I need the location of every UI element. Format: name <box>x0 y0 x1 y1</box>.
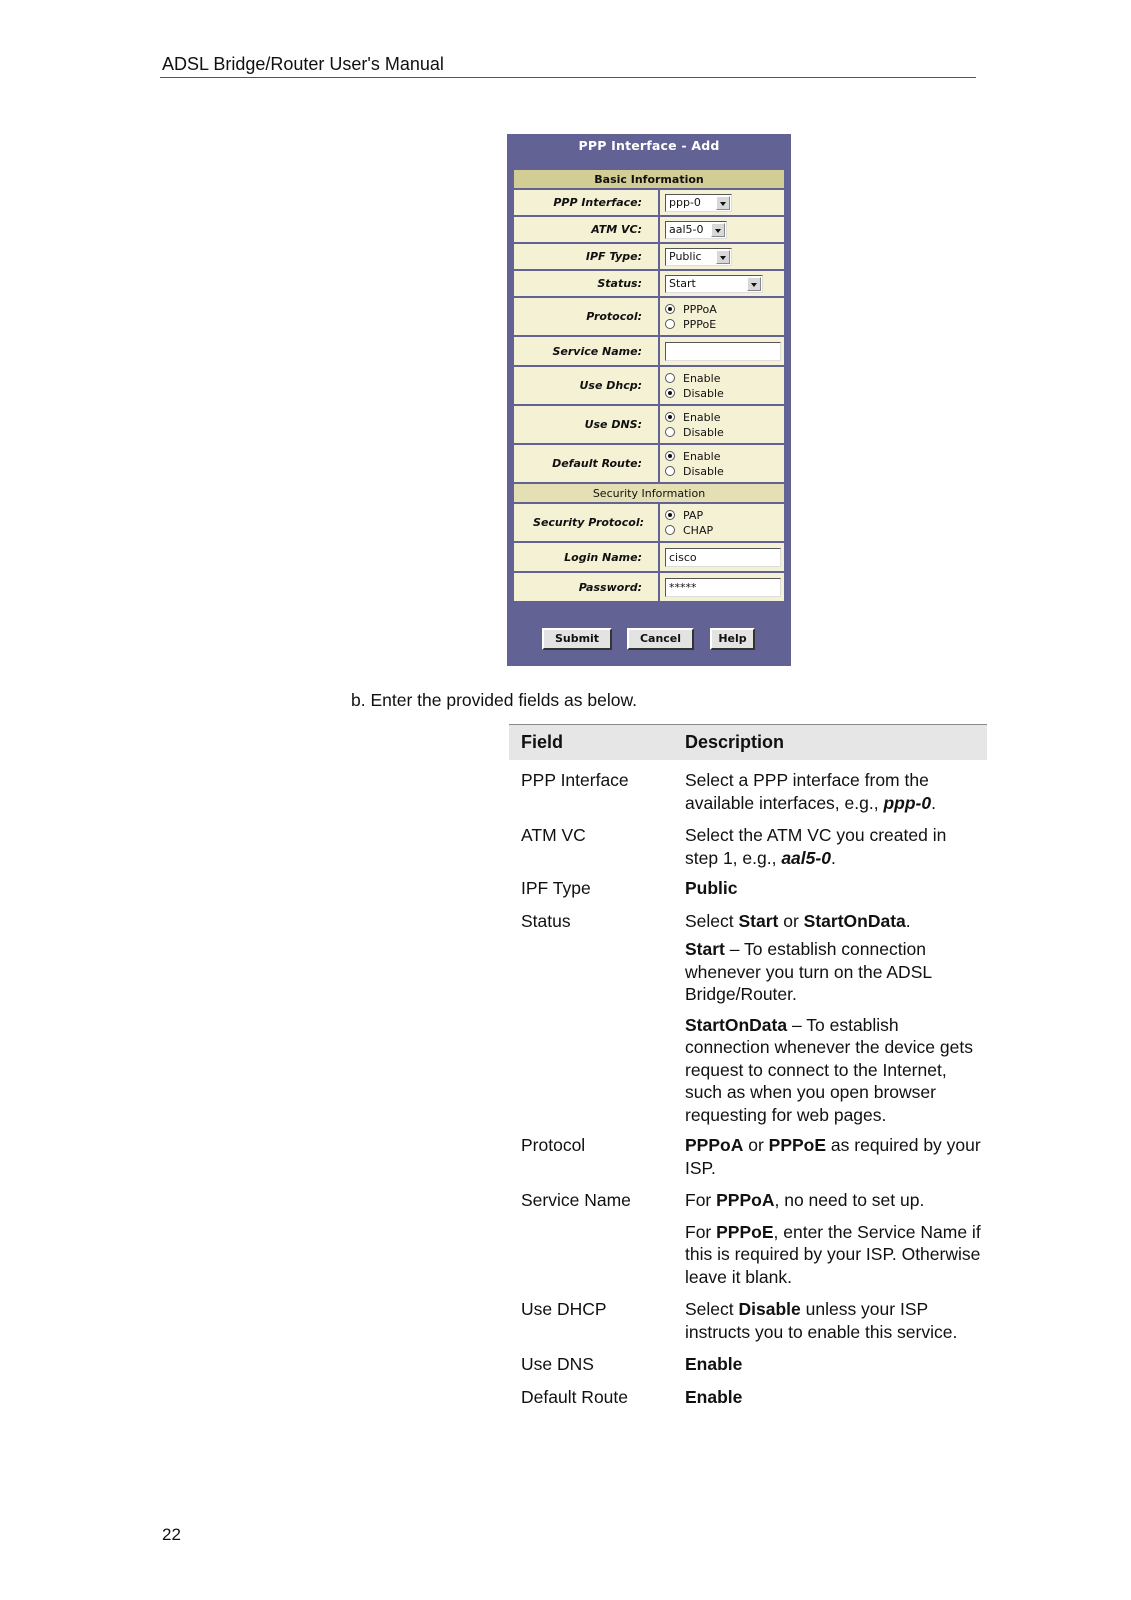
help-button[interactable]: Help <box>710 628 755 650</box>
row-password <box>514 573 784 603</box>
header-rule <box>160 77 976 78</box>
row-service-name <box>514 337 784 367</box>
section-security-information: Security Information <box>514 484 784 504</box>
radio-pppoe[interactable] <box>665 317 784 332</box>
description-text: . <box>830 847 836 868</box>
status-value: Start <box>669 276 696 290</box>
row-use-dns <box>514 406 784 445</box>
service-name-input[interactable] <box>665 342 781 361</box>
page-number: 22 <box>162 1525 181 1544</box>
ppp-interface-value: ppp-0 <box>669 195 701 209</box>
label-ipf-type: IPF Type: <box>514 244 660 269</box>
field-cell: Protocol <box>521 1135 586 1155</box>
description-cell <box>685 1298 987 1343</box>
table-row <box>509 1386 987 1417</box>
table-row <box>509 1298 987 1353</box>
description-text: Select a PPP interface from the available interfaces, e.g., <box>685 770 929 813</box>
description-text: – To establish connection whenever the device gets request to connect to the Internet, such as when you open browser requesting for web pages. <box>685 1014 973 1125</box>
description-text: Select the ATM VC you created in step 1, e.g., <box>685 825 947 868</box>
field-cell: ATM VC <box>521 825 586 845</box>
option-name: PPPoA <box>685 1135 744 1155</box>
label-use-dns: Use DNS: <box>514 406 660 443</box>
chevron-down-icon[interactable] <box>711 223 725 237</box>
description-text: – To establish connection whenever you turn on the ADSL Bridge/Router. <box>685 939 932 1004</box>
example-value: aal5-0 <box>781 847 831 868</box>
radio-dhcp-disable[interactable] <box>665 386 784 401</box>
field-cell: IPF Type <box>521 878 591 898</box>
radio-dhcp-enable[interactable] <box>665 371 784 386</box>
description-cell <box>685 910 987 1135</box>
label-security-protocol: Security Protocol: <box>514 504 660 541</box>
label-use-dhcp: Use Dhcp: <box>514 367 660 404</box>
table-row <box>509 1134 987 1189</box>
option-name: PPPoE <box>716 1221 774 1242</box>
row-atm-vc <box>514 217 784 244</box>
description-text: For <box>685 1221 717 1242</box>
description-text: unless your ISP instructs you to enable this service. <box>685 1299 958 1342</box>
description-cell <box>685 1353 987 1376</box>
radio-unchecked-icon[interactable] <box>665 373 675 383</box>
chevron-down-icon[interactable] <box>716 250 730 264</box>
field-cell: Use DHCP <box>521 1299 607 1319</box>
radio-checked-icon[interactable] <box>665 412 675 422</box>
field-cell: PPP Interface <box>521 770 629 790</box>
radio-unchecked-icon[interactable] <box>665 427 675 437</box>
radio-label: CHAP <box>683 523 714 537</box>
option-name: StartOnData <box>685 1014 788 1035</box>
description-text: Select <box>685 910 739 931</box>
chevron-down-icon[interactable] <box>747 277 761 291</box>
radio-checked-icon[interactable] <box>665 451 675 461</box>
field-cell: Use DNS <box>521 1354 594 1374</box>
table-row <box>509 1353 987 1386</box>
description-text: . <box>905 910 911 931</box>
recommended-value: Enable <box>685 1386 743 1407</box>
description-text: or <box>743 1135 769 1155</box>
radio-chap[interactable] <box>665 523 784 538</box>
description-text: or <box>778 910 804 931</box>
cancel-button[interactable]: Cancel <box>627 628 694 650</box>
field-cell: Status <box>521 910 571 931</box>
page-header-title: ADSL Bridge/Router User's Manual <box>162 54 444 74</box>
radio-pap[interactable] <box>665 508 784 523</box>
description-cell <box>685 877 987 900</box>
description-cell <box>685 1134 987 1179</box>
radio-label: PPPoE <box>683 317 717 331</box>
radio-route-enable[interactable] <box>665 449 784 464</box>
option-name: Start <box>738 910 779 931</box>
label-login-name: Login Name: <box>514 543 660 571</box>
description-text: For <box>685 1190 717 1210</box>
description-text: , no need to set up. <box>774 1190 925 1210</box>
header-description: Description <box>685 732 785 752</box>
description-text: as required by your ISP. <box>685 1135 981 1178</box>
option-name: PPPoA <box>716 1190 775 1210</box>
radio-pppoa[interactable] <box>665 302 784 317</box>
row-status <box>514 271 784 298</box>
option-name: PPPoE <box>768 1135 827 1155</box>
radio-dns-enable[interactable] <box>665 410 784 425</box>
field-description-table <box>509 724 987 1416</box>
ppp-interface-add-panel <box>507 134 791 666</box>
caption: b. Enter the provided fields as below. <box>351 690 638 710</box>
radio-label: Enable <box>683 449 721 463</box>
label-status: Status: <box>514 271 660 296</box>
radio-checked-icon[interactable] <box>665 304 675 314</box>
example-value: ppp-0 <box>883 792 932 813</box>
label-atm-vc: ATM VC: <box>514 217 660 242</box>
label-default-route: Default Route: <box>514 445 660 482</box>
field-cell: Default Route <box>521 1386 629 1407</box>
description-text: , enter the Service Name if this is required by your ISP. Otherwise leave it blank. <box>685 1221 981 1287</box>
table-header <box>509 725 987 760</box>
radio-checked-icon[interactable] <box>665 510 675 520</box>
row-use-dhcp <box>514 367 784 406</box>
radio-label: Disable <box>683 386 724 400</box>
description-cell <box>685 1189 987 1298</box>
description-cell <box>685 1386 987 1409</box>
row-ipf-type <box>514 244 784 271</box>
table-row <box>509 877 987 908</box>
radio-unchecked-icon[interactable] <box>665 525 675 535</box>
status-select[interactable] <box>665 275 763 293</box>
login-name-input[interactable]: cisco <box>665 548 781 567</box>
radio-unchecked-icon[interactable] <box>665 466 675 476</box>
panel-title: PPP Interface - Add <box>578 138 720 153</box>
recommended-value: Public <box>685 878 738 898</box>
label-password: Password: <box>514 573 660 601</box>
description-cell <box>685 824 987 869</box>
field-cell: Service Name <box>521 1190 631 1210</box>
option-name: StartOnData <box>803 910 906 931</box>
header-field: Field <box>521 732 564 752</box>
table-row <box>509 824 987 877</box>
radio-label: Enable <box>683 371 721 385</box>
table-row <box>509 769 987 822</box>
label-service-name: Service Name: <box>514 337 660 365</box>
radio-label: PAP <box>683 508 704 522</box>
atm-vc-select[interactable] <box>665 221 727 239</box>
description-text: . <box>931 792 936 813</box>
radio-label: Disable <box>683 464 724 478</box>
ppp-interface-select[interactable] <box>665 194 732 212</box>
option-name: Start <box>685 939 725 959</box>
row-protocol <box>514 298 784 337</box>
radio-label: PPPoA <box>683 302 717 316</box>
radio-route-disable[interactable] <box>665 464 784 479</box>
label-protocol: Protocol: <box>514 298 660 335</box>
table-row <box>509 910 987 1135</box>
atm-vc-value: aal5-0 <box>669 222 704 236</box>
description-cell <box>685 769 987 814</box>
radio-checked-icon[interactable] <box>665 388 675 398</box>
option-name: Disable <box>738 1299 801 1319</box>
label-ppp-interface: PPP Interface: <box>514 190 660 215</box>
ppp-form <box>514 170 784 603</box>
row-security-protocol <box>514 504 784 543</box>
password-input[interactable]: ***** <box>665 578 781 597</box>
ipf-type-value: Public <box>669 249 702 263</box>
row-ppp-interface <box>514 190 784 217</box>
recommended-value: Enable <box>685 1354 743 1374</box>
radio-label: Enable <box>683 410 721 424</box>
submit-button[interactable]: Submit <box>542 628 612 650</box>
row-default-route <box>514 445 784 484</box>
section-basic-information: Basic Information <box>514 170 784 190</box>
table-row <box>509 1189 987 1298</box>
radio-dns-disable[interactable] <box>665 425 784 440</box>
radio-unchecked-icon[interactable] <box>665 319 675 329</box>
radio-label: Disable <box>683 425 724 439</box>
row-login-name <box>514 543 784 573</box>
description-text: Select <box>685 1299 739 1319</box>
ipf-type-select[interactable] <box>665 248 732 266</box>
chevron-down-icon[interactable] <box>716 196 730 210</box>
